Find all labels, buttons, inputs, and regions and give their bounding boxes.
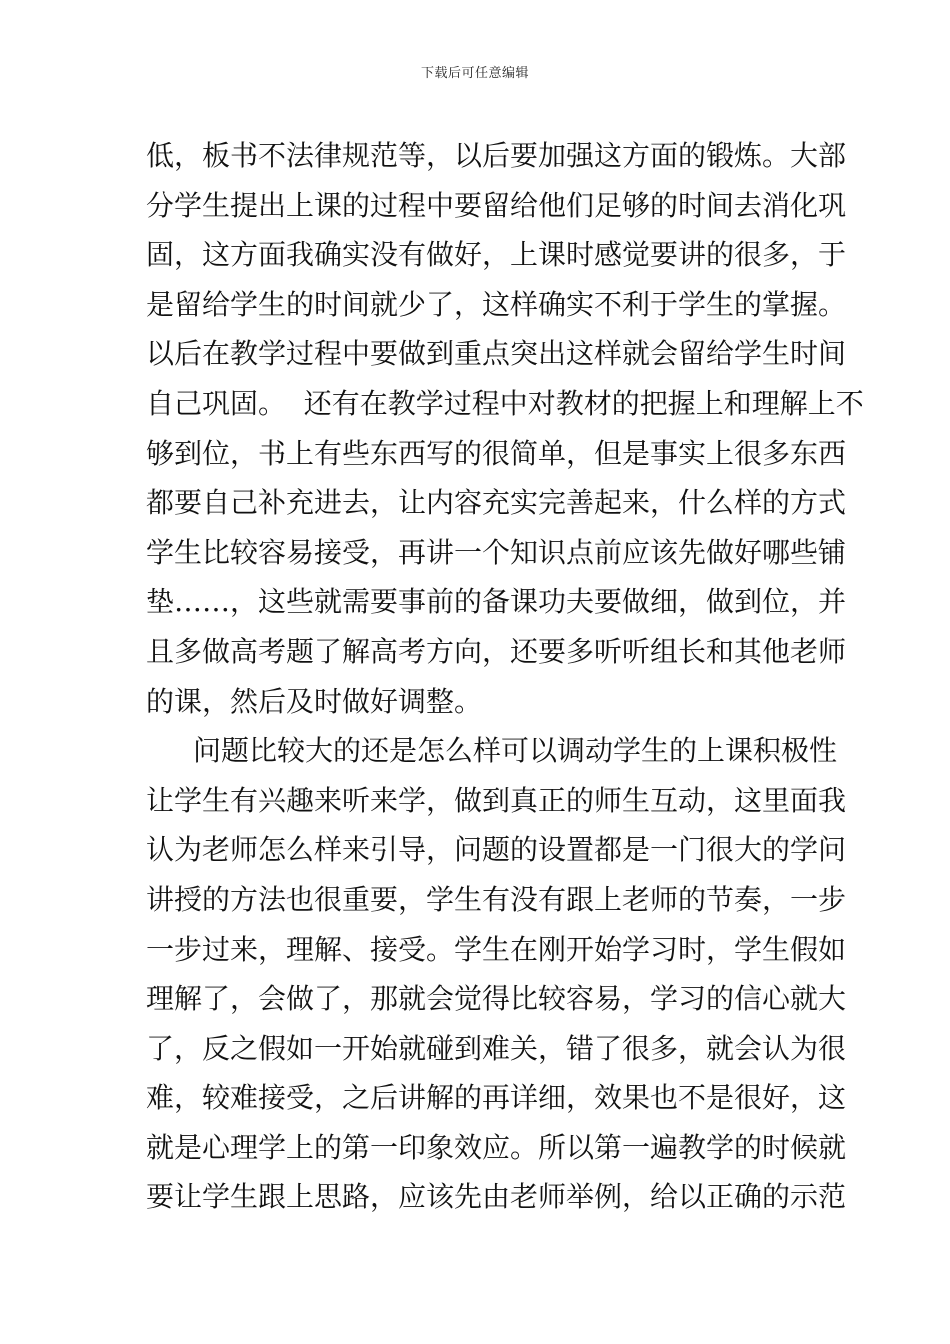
page-header: 下载后可任意编辑 [420, 66, 529, 81]
text-line: 是留给学生的时间就少了，这样确实不利于学生的掌握。 [146, 287, 847, 321]
text-line: 学生比较容易接受，再讲一个知识点前应该先做好哪些铺 [146, 535, 847, 569]
text-line: 都要自己补充进去，让内容充实完善起来，什么样的方式 [146, 486, 847, 520]
text-line: 难，较难接受，之后讲解的再详细，效果也不是很好，这 [146, 1081, 847, 1115]
text-line: 垫……，这些就需要事前的备课功夫要做细，做到位，并 [146, 585, 847, 619]
paragraph-2 [146, 726, 847, 1222]
text-line: 以后在教学过程中要做到重点突出这样就会留给学生时间 [146, 337, 847, 371]
text-line: 低，板书不法律规范等，以后要加强这方面的锻炼。大部 [146, 139, 847, 172]
paragraph-1 [146, 131, 864, 726]
text-line: 认为老师怎么样来引导，问题的设置都是一门很大的学问 [146, 833, 847, 867]
text-line: 的课，然后及时做好调整。 [146, 684, 483, 718]
text-line: 自己巩固。 还有在教学过程中对教材的把握上和理解上不 [146, 386, 864, 420]
text-line: 讲授的方法也很重要，学生有没有跟上老师的节奏，一步 [146, 882, 847, 916]
text-line: 固，这方面我确实没有做好，上课时感觉要讲的很多，于 [146, 238, 847, 272]
text-line: 一步过来，理解、接受。学生在刚开始学习时，学生假如 [146, 932, 847, 966]
text-line: 分学生提出上课的过程中要留给他们足够的时间去消化巩 [146, 188, 847, 222]
text-line: 了，反之假如一开始就碰到难关，错了很多，就会认为很 [146, 1031, 847, 1065]
document-body [146, 131, 864, 1222]
text-line: 理解了，会做了，那就会觉得比较容易，学习的信心就大 [146, 982, 847, 1016]
text-line: 让学生有兴趣来听来学，做到真正的师生互动，这里面我 [146, 783, 847, 817]
text-line: 够到位，书上有些东西写的很简单，但是事实上很多东西 [146, 436, 847, 470]
text-line: 且多做高考题了解高考方向，还要多听听组长和其他老师 [146, 634, 847, 668]
text-line: 就是心理学上的第一印象效应。所以第一遍教学的时候就 [146, 1130, 847, 1164]
text-line: 问题比较大的还是怎么样可以调动学生的上课积极性 [193, 734, 838, 768]
text-line: 要让学生跟上思路，应该先由老师举例，给以正确的示范 [146, 1180, 847, 1214]
